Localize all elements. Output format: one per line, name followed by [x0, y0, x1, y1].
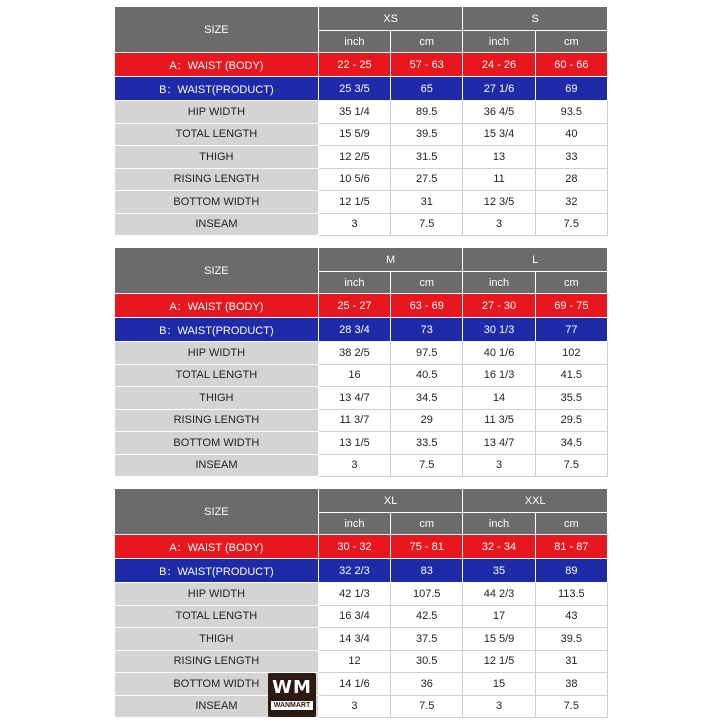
measure-value: 12 2/5: [318, 146, 390, 169]
measure-value: 15 5/9: [318, 123, 390, 146]
measure-value: 31: [535, 650, 607, 673]
measure-value: 43: [535, 605, 607, 628]
table-row: [115, 101, 608, 124]
size-table-2: [114, 488, 608, 718]
measure-value: 42 1/3: [318, 583, 390, 606]
measure-value: 73: [391, 318, 463, 342]
measure-value: 89: [535, 559, 607, 583]
measure-value: 25 - 27: [318, 294, 390, 318]
size-header-row: [115, 248, 608, 272]
measure-value: 16 1/3: [463, 364, 535, 387]
measure-value: 3: [318, 695, 390, 718]
wanmart-logo: [268, 673, 316, 717]
measure-value: 32 - 34: [463, 535, 535, 559]
measure-value: 40.5: [391, 364, 463, 387]
measure-value: 3: [463, 213, 535, 236]
measure-value: 27.5: [391, 168, 463, 191]
measure-value: 93.5: [535, 101, 607, 124]
measure-value: 38: [535, 673, 607, 696]
row-label: TOTAL LENGTH: [115, 123, 319, 146]
unit-cm: cm: [391, 513, 463, 535]
measure-value: 30 1/3: [463, 318, 535, 342]
row-label: RISING LENGTH: [115, 650, 319, 673]
unit-inch: inch: [318, 272, 390, 294]
measure-value: 81 - 87: [535, 535, 607, 559]
measure-value: 57 - 63: [391, 53, 463, 77]
table-row: [115, 77, 608, 101]
unit-cm: cm: [535, 513, 607, 535]
unit-inch: inch: [463, 31, 535, 53]
measure-value: 13 1/5: [318, 432, 390, 455]
row-label: THIGH: [115, 628, 319, 651]
measure-value: 15: [463, 673, 535, 696]
size-table-0: [114, 6, 608, 236]
unit-cm: cm: [391, 31, 463, 53]
measure-value: 22 - 25: [318, 53, 390, 77]
measure-value: 32: [535, 191, 607, 214]
measure-value: 7.5: [391, 213, 463, 236]
measure-value: 15 5/9: [463, 628, 535, 651]
row-label: RISING LENGTH: [115, 168, 319, 191]
measure-value: 3: [318, 454, 390, 477]
measure-value: 83: [391, 559, 463, 583]
measure-value: 75 - 81: [391, 535, 463, 559]
measure-value: 36 4/5: [463, 101, 535, 124]
measure-value: 40: [535, 123, 607, 146]
table-row: [115, 364, 608, 387]
unit-inch: inch: [463, 513, 535, 535]
row-label: B：WAIST(PRODUCT): [115, 77, 319, 101]
table-row: [115, 409, 608, 432]
table-row: [115, 53, 608, 77]
unit-inch: inch: [318, 513, 390, 535]
table-row: [115, 146, 608, 169]
table-row: [115, 695, 608, 718]
row-label: INSEAM: [115, 695, 319, 718]
table-row: [115, 628, 608, 651]
measure-value: 102: [535, 342, 607, 365]
measure-value: 97.5: [391, 342, 463, 365]
size-name: XXL: [463, 489, 608, 513]
measure-value: 38 2/5: [318, 342, 390, 365]
measure-value: 35: [463, 559, 535, 583]
table-row: [115, 650, 608, 673]
measure-value: 60 - 66: [535, 53, 607, 77]
measure-value: 36: [391, 673, 463, 696]
measure-value: 31: [391, 191, 463, 214]
measure-value: 28 3/4: [318, 318, 390, 342]
measure-value: 14 1/6: [318, 673, 390, 696]
table-row: [115, 605, 608, 628]
measure-value: 113.5: [535, 583, 607, 606]
measure-value: 27 1/6: [463, 77, 535, 101]
table-row: [115, 454, 608, 477]
row-label: HIP WIDTH: [115, 342, 319, 365]
row-label: BOTTOM WIDTH: [115, 432, 319, 455]
table-row: [115, 387, 608, 410]
size-header-row: [115, 7, 608, 31]
size-label: SIZE: [115, 7, 319, 53]
measure-value: 7.5: [535, 213, 607, 236]
measure-value: 7.5: [391, 454, 463, 477]
size-name: S: [463, 7, 608, 31]
measure-value: 16 3/4: [318, 605, 390, 628]
measure-value: 7.5: [535, 454, 607, 477]
measure-value: 65: [391, 77, 463, 101]
measure-value: 3: [318, 213, 390, 236]
logo-brand: WANMART: [271, 701, 313, 710]
measure-value: 37.5: [391, 628, 463, 651]
table-row: [115, 318, 608, 342]
size-label: SIZE: [115, 248, 319, 294]
measure-value: 16: [318, 364, 390, 387]
row-label: B：WAIST(PRODUCT): [115, 559, 319, 583]
measure-value: 10 5/6: [318, 168, 390, 191]
table-row: [115, 559, 608, 583]
row-label: B：WAIST(PRODUCT): [115, 318, 319, 342]
unit-cm: cm: [391, 272, 463, 294]
size-name: XS: [318, 7, 463, 31]
measure-value: 39.5: [535, 628, 607, 651]
measure-value: 34.5: [391, 387, 463, 410]
measure-value: 34.5: [535, 432, 607, 455]
table-row: [115, 294, 608, 318]
measure-value: 24 - 26: [463, 53, 535, 77]
row-label: THIGH: [115, 146, 319, 169]
row-label: INSEAM: [115, 213, 319, 236]
measure-value: 30 - 32: [318, 535, 390, 559]
measure-value: 30.5: [391, 650, 463, 673]
row-label: HIP WIDTH: [115, 101, 319, 124]
measure-value: 25 3/5: [318, 77, 390, 101]
unit-inch: inch: [463, 272, 535, 294]
logo-mark: WM: [272, 677, 312, 698]
measure-value: 7.5: [391, 695, 463, 718]
measure-value: 31.5: [391, 146, 463, 169]
measure-value: 69 - 75: [535, 294, 607, 318]
table-row: [115, 432, 608, 455]
measure-value: 89.5: [391, 101, 463, 124]
table-row: [115, 191, 608, 214]
measure-value: 13: [463, 146, 535, 169]
row-label: BOTTOM WIDTH: [115, 191, 319, 214]
measure-value: 11: [463, 168, 535, 191]
measure-value: 12 1/5: [463, 650, 535, 673]
size-table-1: [114, 247, 608, 477]
measure-value: 42.5: [391, 605, 463, 628]
measure-value: 17: [463, 605, 535, 628]
measure-value: 35.5: [535, 387, 607, 410]
measure-value: 3: [463, 454, 535, 477]
measure-value: 27 - 30: [463, 294, 535, 318]
row-label: HIP WIDTH: [115, 583, 319, 606]
measure-value: 29: [391, 409, 463, 432]
measure-value: 40 1/6: [463, 342, 535, 365]
row-label: A：WAIST (BODY): [115, 53, 319, 77]
unit-cm: cm: [535, 272, 607, 294]
measure-value: 3: [463, 695, 535, 718]
measure-value: 69: [535, 77, 607, 101]
size-header-row: [115, 489, 608, 513]
row-label: INSEAM: [115, 454, 319, 477]
size-name: M: [318, 248, 463, 272]
measure-value: 11 3/5: [463, 409, 535, 432]
measure-value: 35 1/4: [318, 101, 390, 124]
unit-cm: cm: [535, 31, 607, 53]
measure-value: 14: [463, 387, 535, 410]
measure-value: 14 3/4: [318, 628, 390, 651]
table-row: [115, 213, 608, 236]
table-row: [115, 535, 608, 559]
measure-value: 44 2/3: [463, 583, 535, 606]
table-row: [115, 583, 608, 606]
measure-value: 33.5: [391, 432, 463, 455]
row-label: BOTTOM WIDTH: [115, 673, 319, 696]
row-label: RISING LENGTH: [115, 409, 319, 432]
table-row: [115, 123, 608, 146]
row-label: TOTAL LENGTH: [115, 364, 319, 387]
measure-value: 28: [535, 168, 607, 191]
measure-value: 11 3/7: [318, 409, 390, 432]
row-label: A：WAIST (BODY): [115, 535, 319, 559]
unit-inch: inch: [318, 31, 390, 53]
measure-value: 77: [535, 318, 607, 342]
measure-value: 29.5: [535, 409, 607, 432]
measure-value: 33: [535, 146, 607, 169]
row-label: TOTAL LENGTH: [115, 605, 319, 628]
measure-value: 32 2/3: [318, 559, 390, 583]
measure-value: 12 3/5: [463, 191, 535, 214]
measure-value: 7.5: [535, 695, 607, 718]
table-row: [115, 673, 608, 696]
size-name: XL: [318, 489, 463, 513]
row-label: THIGH: [115, 387, 319, 410]
measure-value: 13 4/7: [318, 387, 390, 410]
size-label: SIZE: [115, 489, 319, 535]
measure-value: 39.5: [391, 123, 463, 146]
measure-value: 15 3/4: [463, 123, 535, 146]
table-row: [115, 342, 608, 365]
table-row: [115, 168, 608, 191]
measure-value: 107.5: [391, 583, 463, 606]
measure-value: 12 1/5: [318, 191, 390, 214]
measure-value: 41.5: [535, 364, 607, 387]
measure-value: 13 4/7: [463, 432, 535, 455]
measure-value: 63 - 69: [391, 294, 463, 318]
row-label: A：WAIST (BODY): [115, 294, 319, 318]
size-name: L: [463, 248, 608, 272]
measure-value: 12: [318, 650, 390, 673]
